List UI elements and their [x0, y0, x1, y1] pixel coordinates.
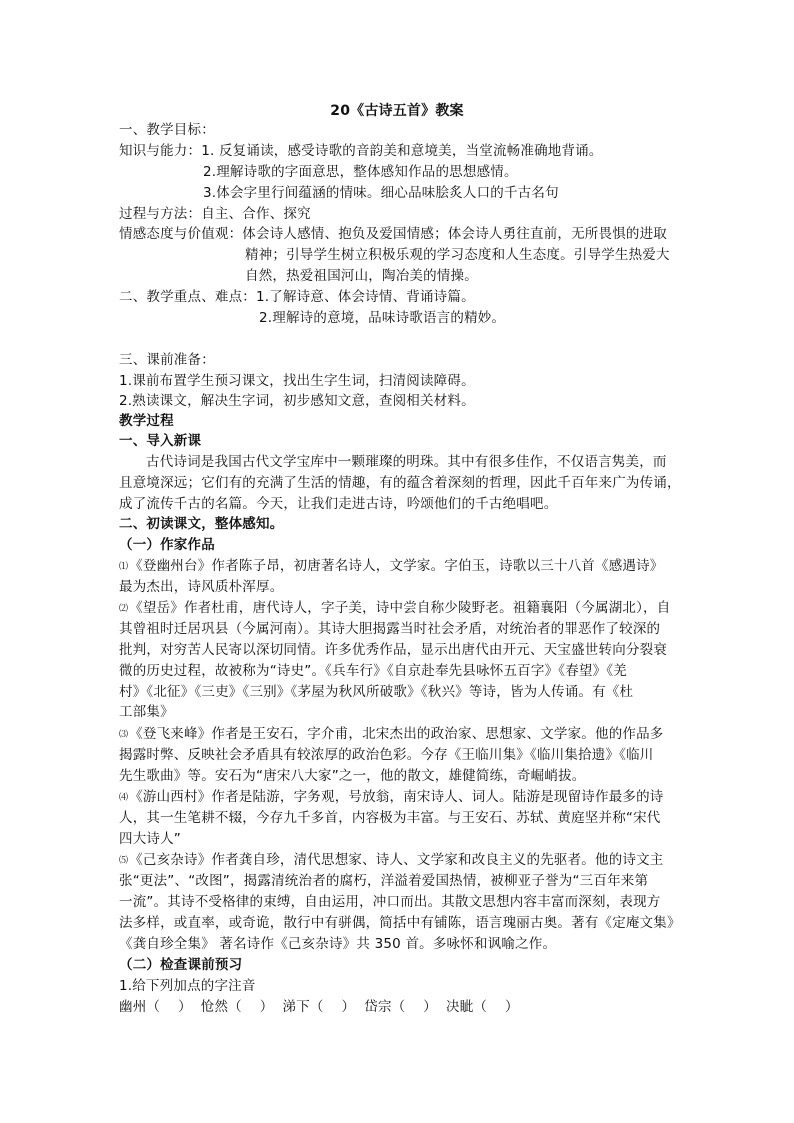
entry-number: ⑶ — [119, 730, 129, 740]
objective-emotion-2: 精神；引导学生树立积极乐观的学习态度和人生态度。引导学生热爱大 — [245, 247, 670, 263]
author-entry-5-line: 张“更法”、“改图”，揭露清统治者的腐朽，洋溢着爱国热情，被柳亚子誉为“三百年来第 — [119, 873, 649, 889]
authors-subheading: （一）作家作品 — [119, 537, 215, 553]
intro-paragraph-line-2: 且意境深远；它们有的充满了生活的情趣，有的蕴含着深刻的哲理，因此千百年来广为传诵， — [119, 475, 681, 491]
author-entry-5-line: 《龚自珍全集》 著名诗作《己亥杂诗》共 350 首。多咏怀和讽喻之作。 — [119, 936, 557, 952]
objectives-heading: 一、教学目标： — [119, 122, 215, 138]
preparation-item-2: 2.熟读课文，解决生字词，初步感知文意，查阅相关材料。 — [119, 393, 475, 409]
author-entry-3-line: 揭露时弊、反映社会矛盾具有较浓厚的政治色彩。今存《王临川集》《临川集拾遗》《临川 — [119, 747, 654, 763]
question-1-items: 幽州（ ） 怆然（ ） 涕下（ ） 岱宗（ ） 决眦（ ） — [119, 999, 519, 1015]
process-heading: 教学过程 — [119, 413, 174, 429]
author-entry-2-line: 村》《北征》《三吏》《三别》《茅屋为秋风所破歌》《秋兴》等诗，皆为人传诵。有《杜 — [119, 684, 634, 700]
author-entry-5: ⑸《己亥杂诗》作者龚自珍，清代思想家、诗人、文学家和改良主义的先驱者。他的诗文主 — [119, 852, 664, 868]
author-entry-3: ⑶《登飞来峰》作者是王安石，字介甫，北宋杰出的政治家、思想家、文学家。他的作品多 — [119, 726, 664, 742]
author-entry-1-line: 最为杰出，诗风质朴浑厚。 — [119, 579, 284, 595]
key-points-line-1: 二、教学重点、难点：1.了解诗意、体会诗情、背诵诗篇。 — [119, 289, 475, 305]
page-title: 20《古诗五首》教案 — [330, 103, 464, 119]
author-entry-2-line: 微的历史过程，故被称为“诗史”。《兵车行》《自京赴奉先县咏怀五百字》《春望》《羌 — [119, 663, 627, 679]
author-entry-4: ⑷《游山西村》作者是陆游，字务观，号放翁，南宋诗人、词人。陆游是现留诗作最多的诗 — [119, 789, 664, 805]
intro-paragraph-line-3: 成了流传千古的名篇。今天，让我们走进古诗，吟颂他们的千古绝唱吧。 — [119, 496, 558, 512]
objective-process: 过程与方法：自主、合作、探究 — [119, 206, 311, 222]
author-entry-2-line: 批判，对穷苦人民寄以深切同情。许多优秀作品，显示出唐代由开元、天宝盛世转向分裂衰 — [119, 642, 667, 658]
author-entry-5-line: 一流”。其诗不受格律的束缚，自由运用，冲口而出。其散文思想内容丰富而深刻，表现方 — [119, 894, 661, 910]
preparation-heading: 三、课前准备： — [119, 352, 215, 368]
intro-heading: 一、导入新课 — [119, 433, 202, 449]
author-entry-4-line: 四大诗人” — [119, 831, 181, 847]
objective-knowledge-1: 知识与能力：1. 反复诵读，感受诗歌的音韵美和意境美，当堂流畅准确地背诵。 — [119, 143, 603, 159]
author-entry-2-line: 工部集》 — [119, 704, 174, 720]
author-entry-3-line: 先生歌曲》等。安石为“唐宋八大家”之一，他的散文，雄健简练，奇崛峭拔。 — [119, 768, 586, 784]
preparation-item-1: 1.课前布置学生预习课文，找出生字生词，扫清阅读障碍。 — [119, 373, 475, 389]
objective-knowledge-3: 3.体会字里行间蕴涵的情味。细心品味脍炙人口的千古名句 — [203, 185, 559, 201]
author-entry-4-line: 人，其一生笔耕不辍，今存九千多首，内容极为丰富。与王安石、苏轼、黄庭坚并称“宋代 — [119, 810, 661, 826]
author-entry-2-line: 其曾祖时迁居巩县（今属河南）。其诗大胆揭露当时社会矛盾，对统治者的罪恶作了较深的 — [119, 621, 661, 637]
author-entry-5-line: 法多样，或直率，或奇诡，散行中有骈偶，简括中有铺陈，语言瑰丽古奥。著有《定庵文集》 — [119, 915, 681, 931]
entry-number: ⑷ — [119, 793, 129, 803]
objective-emotion-3: 自然，热爱祖国河山，陶冶美的情操。 — [245, 268, 478, 284]
objective-emotion-1: 情感态度与价值观：体会诗人感情、抱负及爱国情感；体会诗人勇往直前，无所畏惧的进取 — [119, 226, 667, 242]
preview-check-subheading: （二）检查课前预习 — [119, 957, 243, 973]
reading-heading: 二、初读课文，整体感知。 — [119, 516, 284, 532]
author-entry-1: ⑴《登幽州台》作者陈子昂，初唐著名诗人，文学家。字伯玉，诗歌以三十八首《感遇诗》 — [119, 558, 664, 574]
objective-knowledge-2: 2.理解诗歌的字面意思，整体感知作品的思想感情。 — [203, 164, 518, 180]
intro-paragraph-line-1: 古代诗词是我国古代文学宝库中一颗璀璨的明珠。其中有很多佳作，不仅语言隽美，而 — [146, 454, 667, 470]
entry-number: ⑵ — [119, 604, 129, 614]
entry-number: ⑸ — [119, 856, 129, 866]
key-points-line-2: 2.理解诗的意境，品味诗歌语言的精妙。 — [259, 310, 506, 326]
author-entry-2: ⑵《望岳》作者杜甫，唐代诗人，字子美，诗中尝自称少陵野老。祖籍襄阳（今属湖北），自 — [119, 600, 671, 616]
question-1: 1.给下列加点的字注音 — [119, 978, 256, 994]
entry-number: ⑴ — [119, 562, 129, 572]
